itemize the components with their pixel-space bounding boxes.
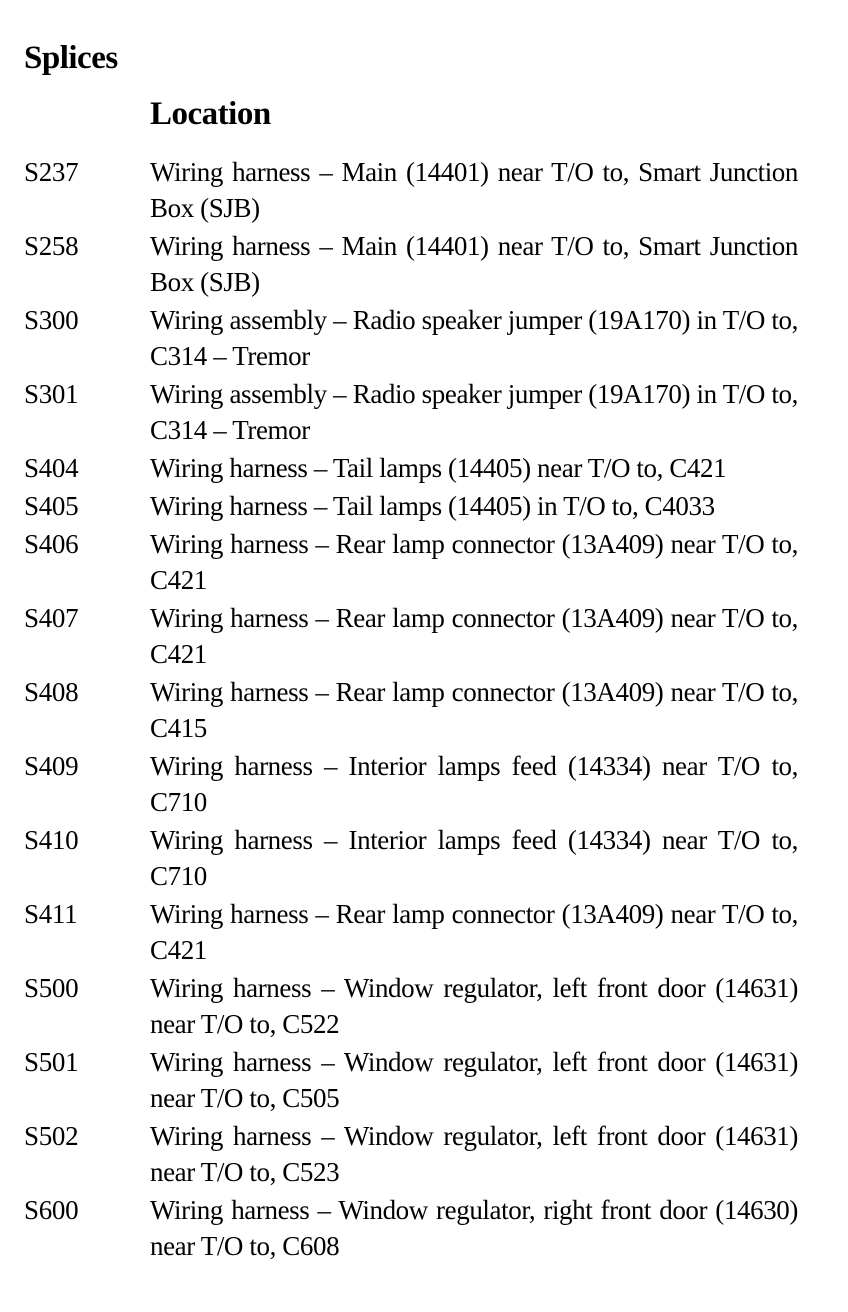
splice-code: S407 (24, 603, 79, 633)
splice-code: S237 (24, 157, 79, 187)
splice-row (0, 600, 848, 674)
splice-location: Wiring harness – Tail lamps (14405) near T/O to, C421 (150, 453, 727, 483)
splice-code: S501 (24, 1047, 79, 1077)
splice-list (0, 154, 848, 1266)
splice-row (0, 1118, 848, 1192)
splice-location: Wiring harness – Window regulator, right front door (14630) near T/O to, C608 (150, 1195, 798, 1261)
splice-code: S409 (24, 751, 79, 781)
splice-row (0, 488, 848, 526)
splice-row (0, 154, 848, 228)
page-title: Splices (24, 40, 118, 76)
splice-code: S600 (24, 1195, 79, 1225)
splice-location: Wiring assembly – Radio speaker jumper (19A170) in T/O to, C314 – Tremor (150, 379, 798, 445)
splice-location: Wiring harness – Window regulator, left front door (14631) near T/O to, C522 (150, 973, 798, 1039)
splice-code: S406 (24, 529, 79, 559)
splice-row (0, 896, 848, 970)
splice-location: Wiring harness – Interior lamps feed (14334) near T/O to, C710 (150, 825, 798, 891)
splice-location: Wiring assembly – Radio speaker jumper (19A170) in T/O to, C314 – Tremor (150, 305, 798, 371)
splice-row (0, 1044, 848, 1118)
splice-location: Wiring harness – Rear lamp connector (13A409) near T/O to, C415 (150, 677, 798, 743)
splice-row (0, 228, 848, 302)
splice-location: Wiring harness – Rear lamp connector (13A409) near T/O to, C421 (150, 529, 798, 595)
splice-location: Wiring harness – Window regulator, left front door (14631) near T/O to, C523 (150, 1121, 798, 1187)
splice-row (0, 526, 848, 600)
splice-code: S410 (24, 825, 79, 855)
splice-location: Wiring harness – Main (14401) near T/O to, Smart Junction Box (SJB) (150, 157, 798, 223)
splice-code: S301 (24, 379, 79, 409)
splice-row (0, 822, 848, 896)
splice-row (0, 674, 848, 748)
splice-row (0, 450, 848, 488)
location-column-header: Location (150, 96, 271, 132)
splice-code: S404 (24, 453, 79, 483)
splice-code: S408 (24, 677, 79, 707)
splice-location: Wiring harness – Main (14401) near T/O to, Smart Junction Box (SJB) (150, 231, 798, 297)
splice-code: S500 (24, 973, 79, 1003)
splice-location: Wiring harness – Rear lamp connector (13A409) near T/O to, C421 (150, 899, 798, 965)
splice-code: S405 (24, 491, 79, 521)
splice-row (0, 748, 848, 822)
splice-location: Wiring harness – Window regulator, left front door (14631) near T/O to, C505 (150, 1047, 798, 1113)
splice-row (0, 970, 848, 1044)
splice-row (0, 376, 848, 450)
splice-code: S300 (24, 305, 79, 335)
splice-code: S411 (24, 899, 78, 929)
splice-location: Wiring harness – Interior lamps feed (14334) near T/O to, C710 (150, 751, 798, 817)
splice-code: S502 (24, 1121, 79, 1151)
splice-code: S258 (24, 231, 79, 261)
splice-location: Wiring harness – Rear lamp connector (13A409) near T/O to, C421 (150, 603, 798, 669)
splice-row (0, 302, 848, 376)
splice-row (0, 1192, 848, 1266)
splice-location: Wiring harness – Tail lamps (14405) in T/O to, C4033 (150, 491, 715, 521)
